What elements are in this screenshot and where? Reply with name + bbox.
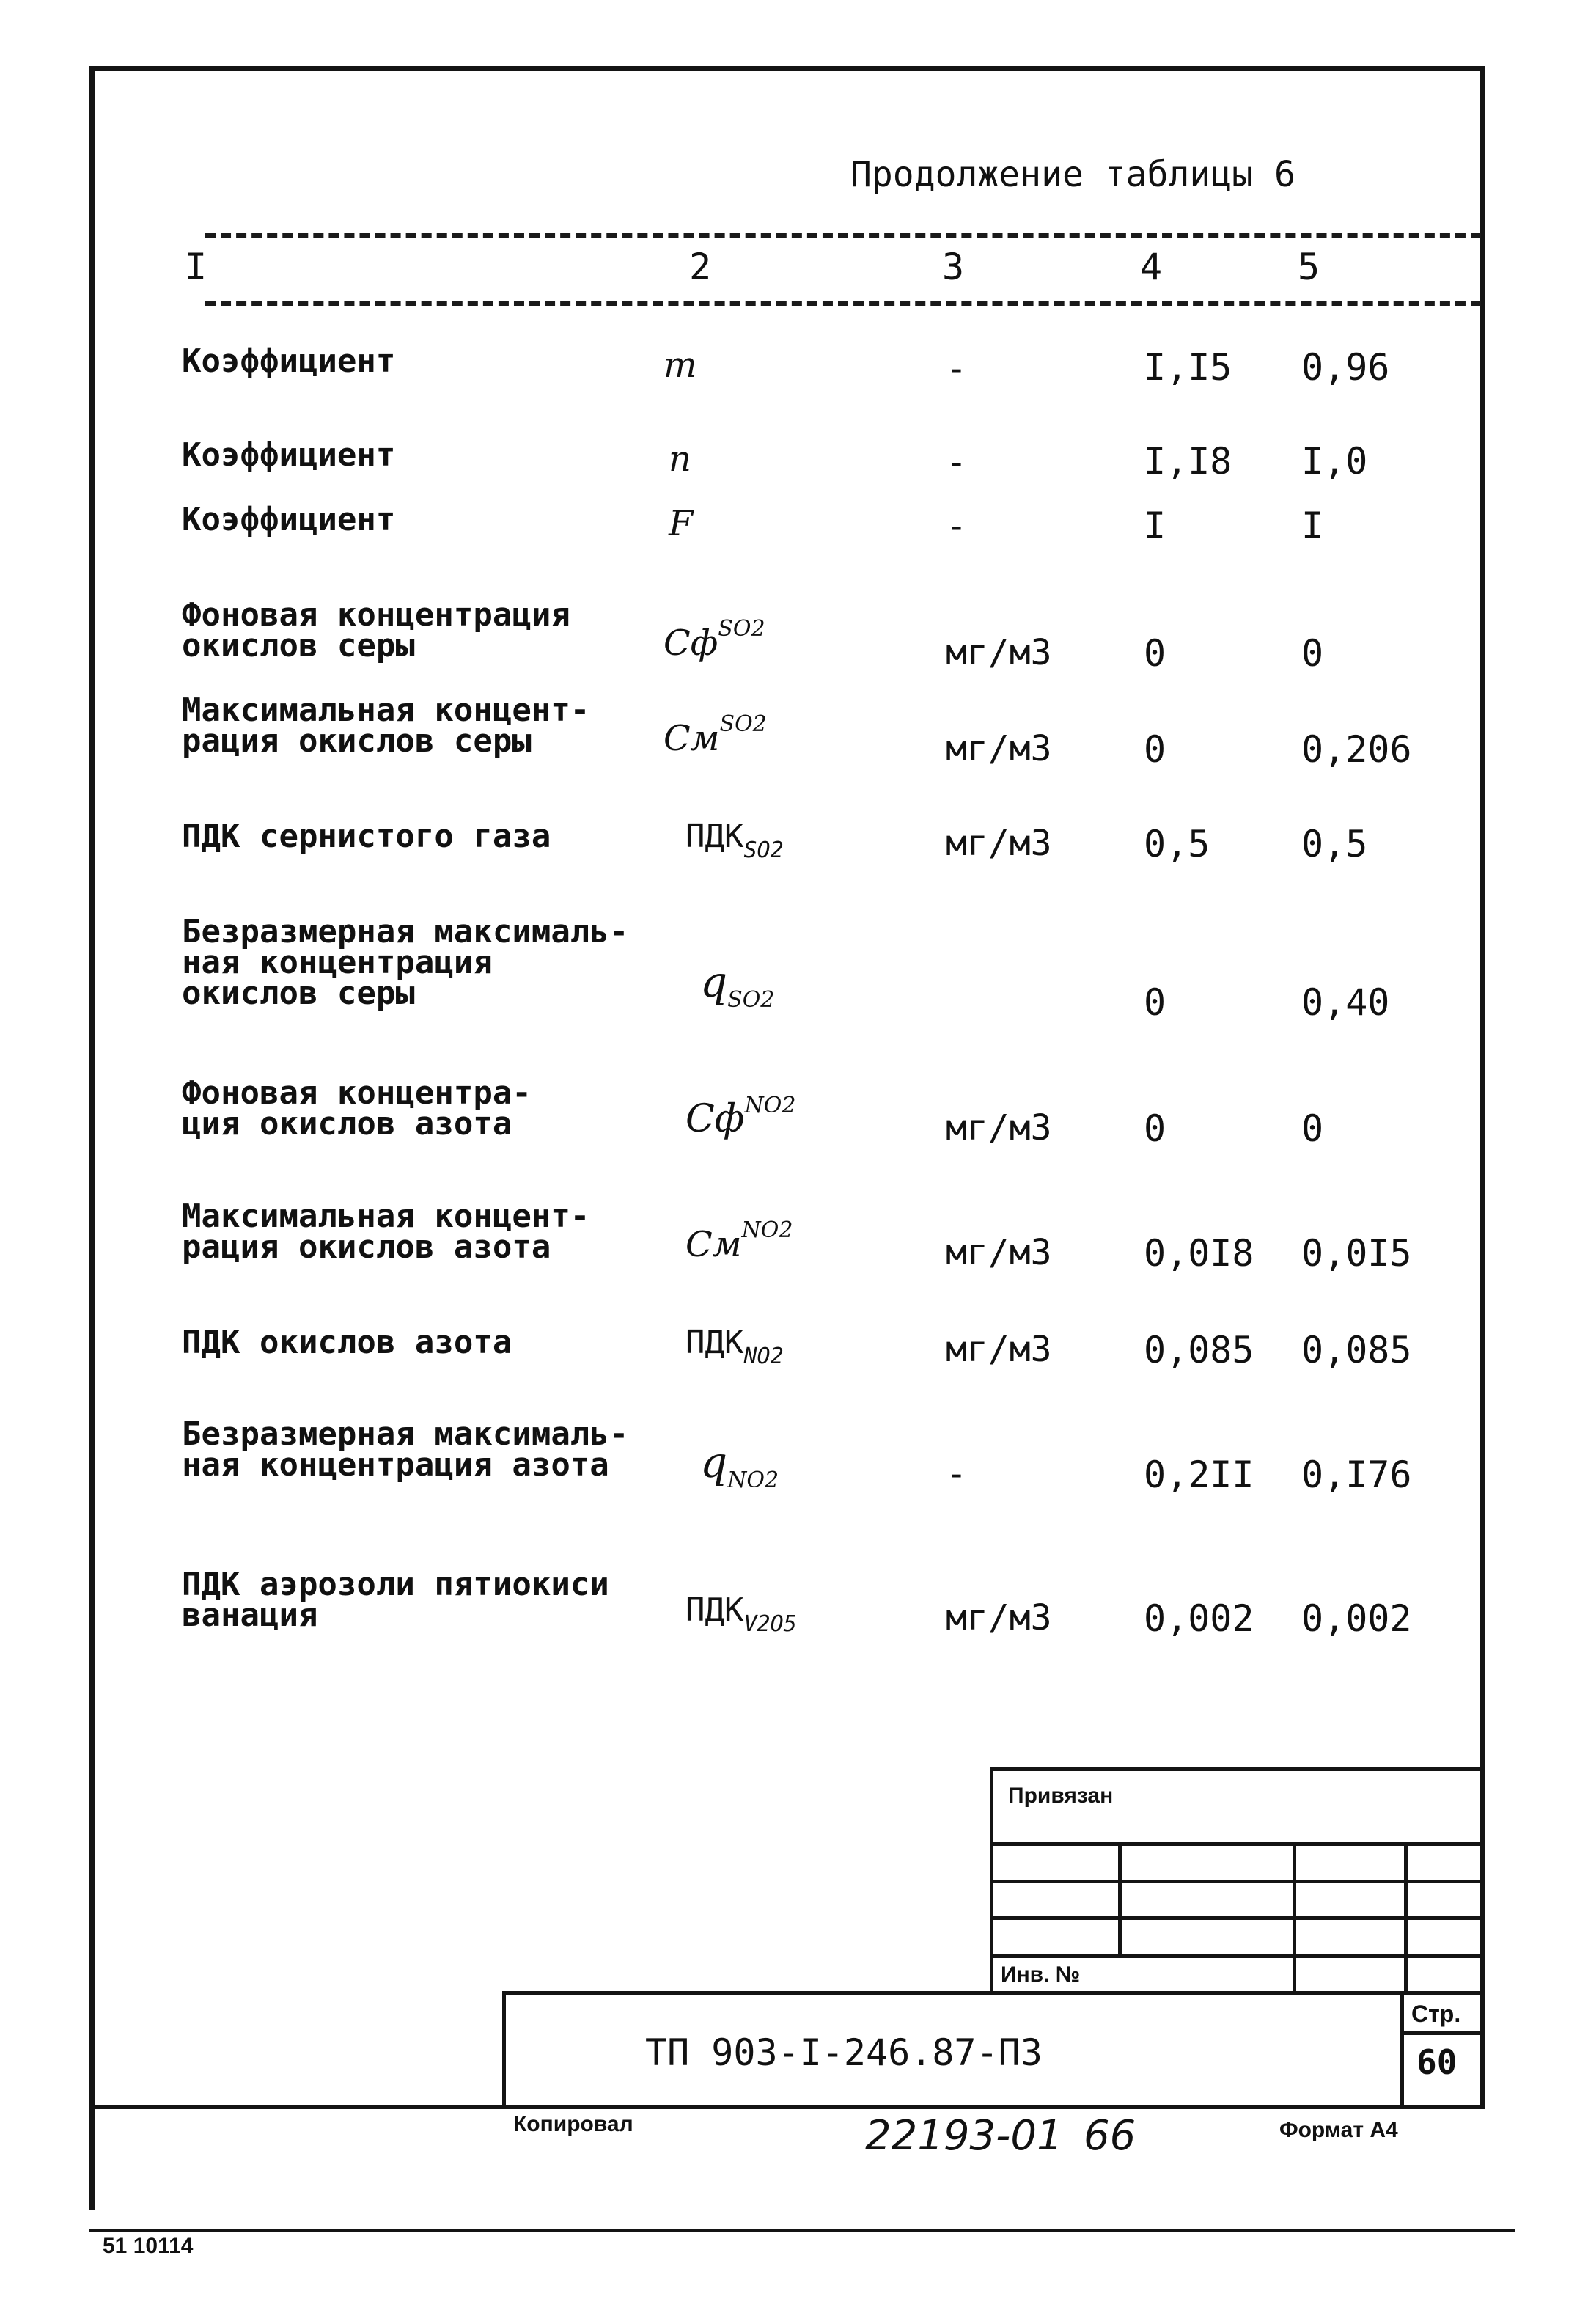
- tied-label: Привязан: [1008, 1784, 1114, 1808]
- table-row-symbol: m: [663, 345, 697, 386]
- table-row-value-col4: 0,2II: [1144, 1454, 1254, 1496]
- table-row-value-col4: I: [1144, 505, 1166, 547]
- table-row-unit: -: [946, 348, 967, 389]
- table-row-label: ПДК окислов азота: [182, 1324, 512, 1361]
- table-row-value-col5: I,0: [1301, 440, 1368, 483]
- table-row-symbol: $Cм^{NO2}$: [685, 1217, 793, 1265]
- column-header-4: 4: [1140, 246, 1163, 288]
- stamp-grid-line: [1404, 1842, 1408, 1995]
- table-row-value-col4: 0: [1144, 981, 1166, 1024]
- table-row-symbol: F: [669, 503, 694, 544]
- stamp-grid-line: [1118, 1842, 1122, 1954]
- table-row-value-col5: 0,085: [1301, 1329, 1412, 1371]
- stamp-grid-line: [990, 1954, 1485, 1958]
- table-row-value-col4: 0: [1144, 1107, 1166, 1150]
- continuation-title: Продолжение таблицы 6: [850, 154, 1295, 195]
- bottom-rule: [89, 2229, 1515, 2232]
- stamp-grid-line: [1400, 2031, 1485, 2035]
- stamp-grid-line: [990, 1916, 1485, 1920]
- table-row-value-col5: 0,206: [1301, 728, 1412, 771]
- table-row-unit: -: [946, 506, 967, 547]
- table-row-unit: -: [946, 442, 967, 483]
- table-row-symbol: $q_{SO2}$: [700, 957, 775, 1013]
- table-row-value-col5: 0: [1301, 1107, 1324, 1150]
- inv-label: Инв. №: [1001, 1962, 1081, 1987]
- table-row-value-col5: I: [1301, 505, 1324, 547]
- format-label: Формат А4: [1279, 2118, 1398, 2142]
- table-row-unit: мг/м3: [946, 1329, 1052, 1370]
- table-row-unit: мг/м3: [946, 1232, 1052, 1273]
- stamp-grid-line: [1293, 1842, 1296, 1995]
- frame-top-border: [89, 66, 1485, 71]
- header-dashed-rule-top: [205, 233, 1481, 238]
- table-row-label: Коэффициент: [182, 436, 396, 474]
- page-label: Стр.: [1411, 2001, 1461, 2027]
- table-row-value-col4: 0: [1144, 632, 1166, 675]
- column-header-1: I: [185, 246, 207, 288]
- table-row-value-col5: 0,I76: [1301, 1454, 1412, 1496]
- table-row-value-col4: 0,085: [1144, 1329, 1254, 1371]
- header-dashed-rule-bottom: [205, 301, 1481, 306]
- table-row-label: ПДК аэрозоли пятиокиси ванация: [182, 1566, 609, 1634]
- copied-label: Копировал: [513, 2112, 633, 2136]
- table-row-label: Коэффициент: [182, 342, 396, 380]
- table-row-unit: мг/м3: [946, 1597, 1052, 1638]
- table-row-value-col5: 0,0I5: [1301, 1232, 1412, 1275]
- table-row-label: Фоновая концентра- ция окислов азота: [182, 1074, 532, 1143]
- table-row-unit: -: [946, 1454, 967, 1495]
- table-row-value-col4: I,I8: [1144, 440, 1232, 483]
- stamp-grid-line: [990, 1880, 1485, 1883]
- table-row-unit: мг/м3: [946, 823, 1052, 864]
- table-row-label: ПДК сернистого газа: [182, 818, 551, 855]
- form-code: 51 10114: [103, 2234, 194, 2258]
- table-row-unit: мг/м3: [946, 728, 1052, 769]
- column-header-2: 2: [689, 246, 712, 288]
- table-row-label: Безразмерная максималь- ная концентрация окислов серы: [182, 913, 629, 1012]
- table-row-label: Безразмерная максималь- ная концентрация азота: [182, 1415, 629, 1484]
- table-row-value-col4: 0: [1144, 728, 1166, 771]
- table-row-value-col4: 0,5: [1144, 823, 1210, 865]
- table-row-label: Максимальная концент- рация окислов азота: [182, 1198, 590, 1266]
- table-row-value-col5: 0,40: [1301, 981, 1390, 1024]
- table-row-label: Максимальная концент- рация окислов серы: [182, 692, 590, 760]
- table-row-label: Коэффициент: [182, 501, 396, 538]
- table-row-unit: мг/м3: [946, 632, 1052, 673]
- table-row-value-col5: 0,96: [1301, 346, 1390, 389]
- table-row-symbol: $ПДК_{SO2}$: [685, 818, 784, 863]
- table-row-value-col5: 0,002: [1301, 1597, 1412, 1640]
- table-row-unit: мг/м3: [946, 1107, 1052, 1148]
- table-row-value-col5: 0: [1301, 632, 1324, 675]
- page-number: 60: [1416, 2042, 1457, 2082]
- handwritten-number: 22193-01: [865, 2112, 1063, 2160]
- table-row-symbol: $ПДК_{NO2}$: [685, 1324, 784, 1369]
- table-row-symbol: $q_{NO2}$: [700, 1437, 779, 1493]
- column-header-5: 5: [1298, 246, 1320, 288]
- table-row-value-col4: 0,0I8: [1144, 1232, 1254, 1275]
- stamp-grid-line: [990, 1842, 1485, 1846]
- table-row-value-col4: I,I5: [1144, 346, 1232, 389]
- table-row-value-col4: 0,002: [1144, 1597, 1254, 1640]
- table-row-value-col5: 0,5: [1301, 823, 1368, 865]
- table-row-symbol: $Cф^{NO2}$: [685, 1093, 796, 1141]
- table-row-symbol: $ПДК_{V2O5}$: [685, 1591, 797, 1637]
- table-row-label: Фоновая концентрация окислов серы: [182, 596, 570, 664]
- document-code: ТП 903-I-246.87-ПЗ: [645, 2031, 1043, 2074]
- table-row-symbol: n: [669, 439, 691, 480]
- frame-left-border: [89, 66, 95, 2210]
- stamp-grid-line: [1400, 1991, 1404, 2108]
- table-row-symbol: $Cм^{SO2}$: [663, 711, 767, 759]
- column-header-3: 3: [942, 246, 965, 288]
- handwritten-page: 66: [1084, 2112, 1136, 2160]
- table-row-symbol: $Cф^{SO2}$: [663, 616, 765, 664]
